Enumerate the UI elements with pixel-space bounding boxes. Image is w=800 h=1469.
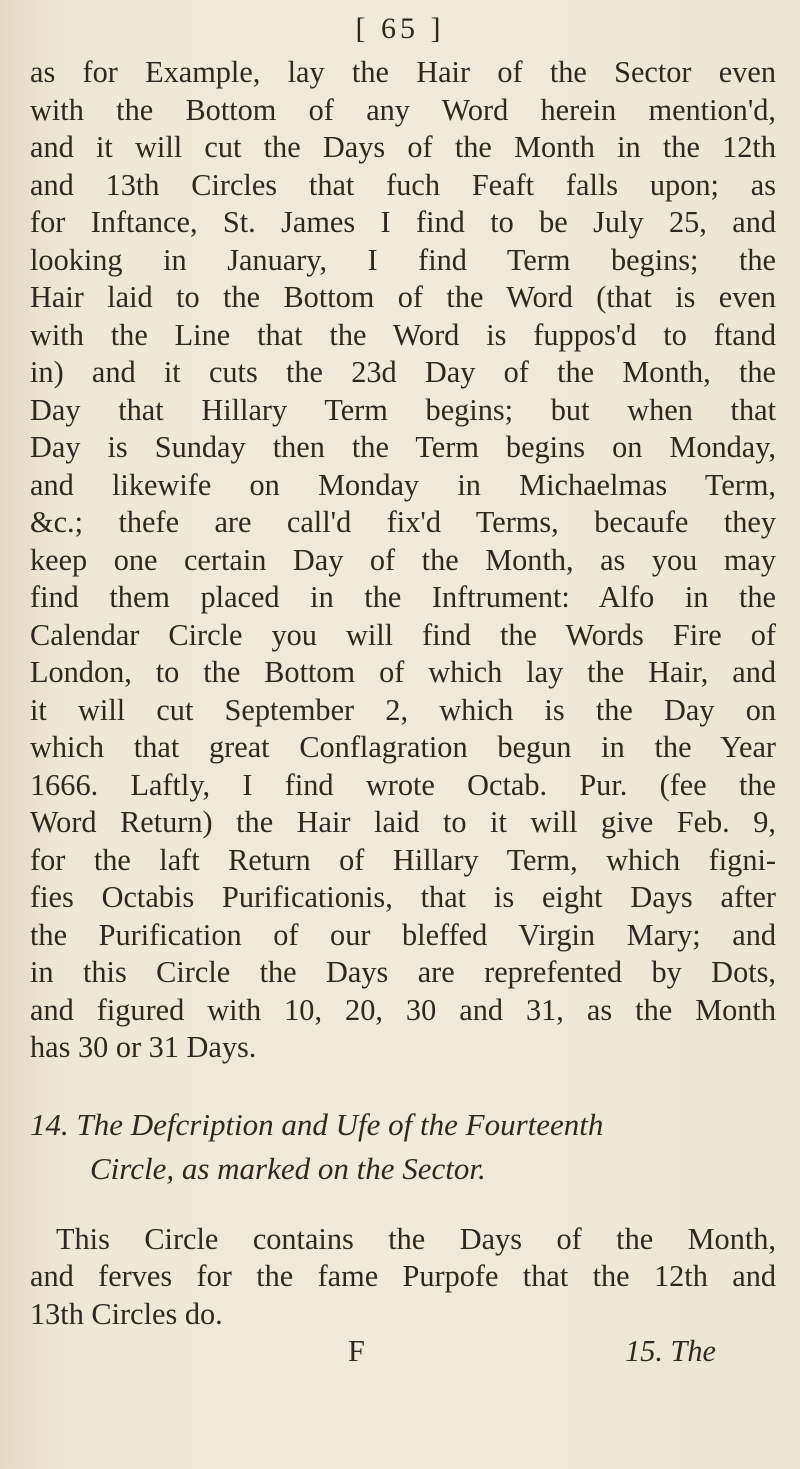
text-line: Hair laid to the Bottom of the Word (that is even [30, 280, 776, 314]
section-heading [30, 1103, 776, 1191]
text-line: has 30 or 31 Days. [30, 1030, 257, 1064]
text-line: and figured with 10, 20, 30 and 31, as the Month [30, 992, 776, 1027]
paragraph-2 [30, 1221, 776, 1334]
page-footer [30, 1333, 776, 1371]
heading-line: 14. The Defcription and Ufe of the Fourteenth [30, 1106, 604, 1142]
text-line: for the laft Return of Hillary Term, which figni- [30, 842, 776, 877]
page-body [30, 54, 776, 1371]
text-line: with the Bottom of any Word herein mention'd, [30, 92, 776, 127]
catchword: 15. The [625, 1334, 716, 1368]
text-line: keep one certain Day of the Month, as you may [30, 542, 776, 577]
paragraph-1 [30, 54, 776, 1067]
text-line: in) and it cuts the 23d Day of the Month, the [30, 355, 776, 389]
signature-mark: F [348, 1334, 365, 1368]
text-line: for Inftance, St. James I find to be July 25, and [30, 205, 776, 239]
text-line: looking in January, I find Term begins; the [30, 242, 776, 277]
text-line: Word Return) the Hair laid to it will give Feb. 9, [30, 805, 776, 839]
text-line: &c.; thefe are call'd fix'd Terms, becaufe they [30, 505, 776, 539]
text-line: and it will cut the Days of the Month in the 12th [30, 130, 776, 164]
text-line: and likewife on Monday in Michaelmas Term, [30, 467, 776, 502]
text-line: Day that Hillary Term begins; but when that [30, 392, 776, 427]
text-line: in this Circle the Days are reprefented by Dots, [30, 955, 776, 989]
text-line: 1666. Laftly, I find wrote Octab. Pur. (fee the [30, 767, 776, 802]
page-number: [ 65 ] [355, 12, 445, 45]
text-line: with the Line that the Word is fuppos'd to ftand [30, 317, 776, 352]
text-line: and 13th Circles that fuch Feaft falls upon; as [30, 167, 776, 202]
heading-line: Circle, as marked on the Sector. [90, 1150, 486, 1186]
text-line: the Purification of our bleffed Virgin Mary; and [30, 917, 776, 952]
text-line: as for Example, lay the Hair of the Sector even [30, 55, 776, 89]
text-line: and ferves for the fame Purpofe that the 12th and [30, 1259, 776, 1293]
text-line: London, to the Bottom of which lay the Hair, and [30, 655, 776, 689]
text-line: This Circle contains the Days of the Month, [56, 1221, 776, 1256]
text-line: which that great Conflagration begun in the Year [30, 730, 776, 764]
text-line: Day is Sunday then the Term begins on Monday, [30, 430, 776, 464]
text-line: 13th Circles do. [30, 1296, 223, 1331]
text-line: it will cut September 2, which is the Day on [30, 692, 776, 727]
text-line: Calendar Circle you will find the Words Fire of [30, 617, 776, 652]
text-line: find them placed in the Inftrument: Alfo in the [30, 580, 776, 614]
text-line: fies Octabis Purificationis, that is eight Days after [30, 880, 776, 914]
